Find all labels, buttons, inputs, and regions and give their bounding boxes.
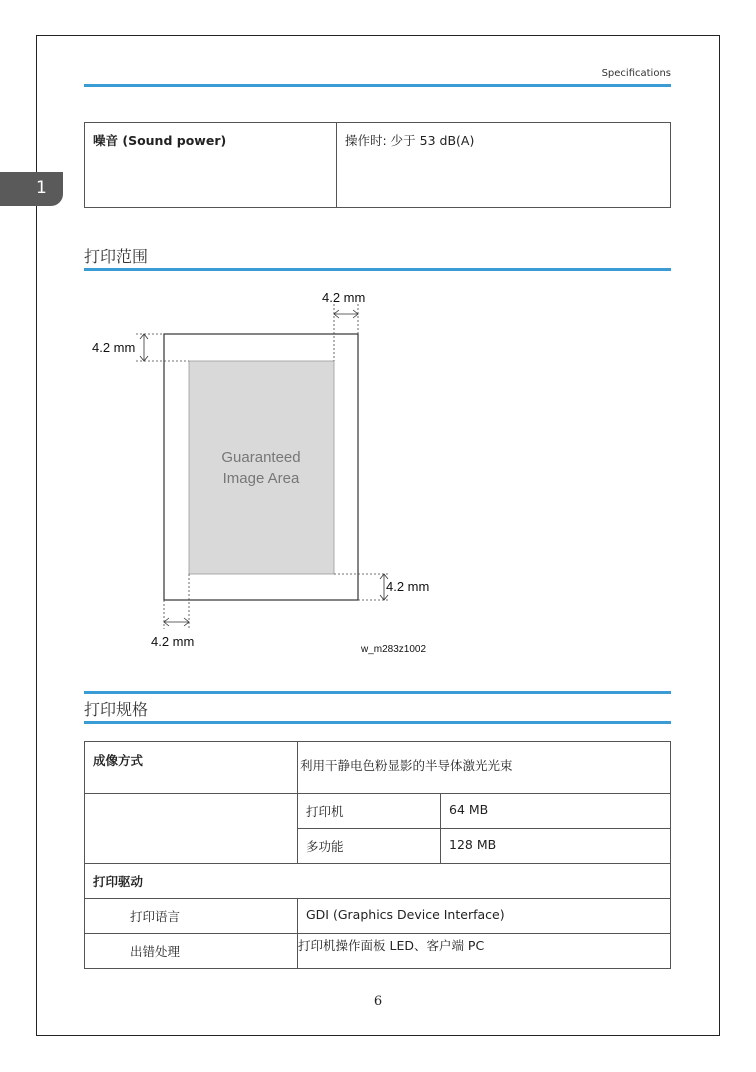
area-label-line1: Guaranteed <box>221 449 301 466</box>
table-row <box>85 742 671 794</box>
print-area-title: 打印范围 <box>84 247 149 266</box>
mfp-label: 多功能 <box>306 839 344 854</box>
figure-id: w_m283z1002 <box>361 644 427 655</box>
table-row <box>85 934 671 969</box>
noise-label: 噪音 (Sound power) <box>93 133 227 148</box>
table-row <box>85 794 671 829</box>
printer-value: 64 MB <box>449 802 489 817</box>
print-spec-table <box>84 741 671 969</box>
imaging-value: 利用干静电色粉显影的半导体激光光束 <box>300 758 513 773</box>
print-spec-rule-top <box>84 691 671 694</box>
header-rule <box>84 84 671 87</box>
printer-label: 打印机 <box>306 804 344 819</box>
driver-label: 打印驱动 <box>93 874 144 889</box>
margin-right-label: 4.2 mm <box>322 290 366 305</box>
print-spec-rule <box>84 721 671 724</box>
table-row <box>85 899 671 934</box>
noise-table <box>84 122 671 208</box>
guaranteed-area <box>189 361 334 574</box>
chapter-tab <box>0 172 63 206</box>
print-area-diagram <box>84 284 464 664</box>
error-value: 打印机操作面板 LED、客户端 PC <box>298 938 485 953</box>
margin-left-label: 4.2 mm <box>151 634 195 649</box>
margin-bottom-label: 4.2 mm <box>386 579 430 594</box>
area-label-line2: Image Area <box>222 470 300 487</box>
lang-value: GDI (Graphics Device Interface) <box>306 907 505 922</box>
error-label: 出错处理 <box>130 944 181 959</box>
imaging-label: 成像方式 <box>93 753 144 768</box>
noise-value: 操作时: 少于 53 dB(A) <box>345 133 475 148</box>
running-head: Specifications <box>601 68 671 79</box>
print-area-rule <box>84 268 671 271</box>
margin-top-label: 4.2 mm <box>92 340 136 355</box>
table-row <box>85 864 671 899</box>
mfp-value: 128 MB <box>449 837 497 852</box>
page-number: 6 <box>373 994 383 1009</box>
print-spec-title: 打印规格 <box>84 700 149 719</box>
chapter-number: 1 <box>36 178 47 198</box>
lang-label: 打印语言 <box>130 909 181 924</box>
